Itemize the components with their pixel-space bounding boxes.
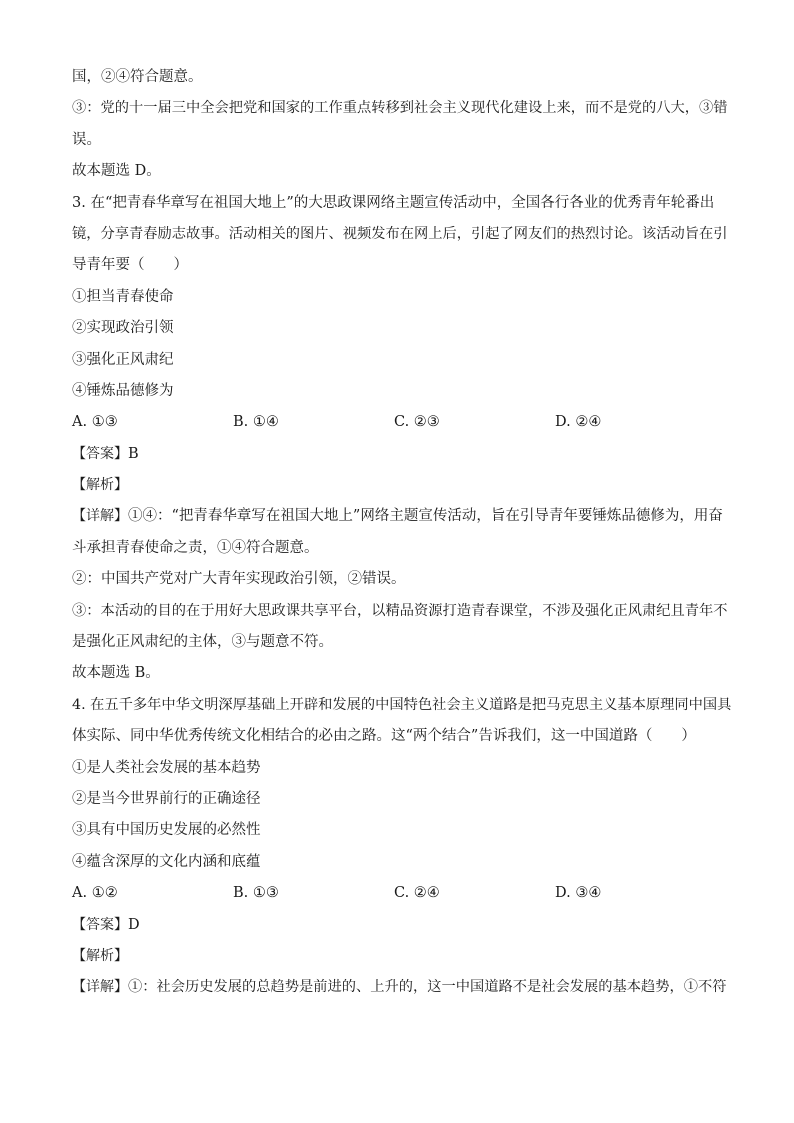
answer-value: B [128, 445, 139, 462]
option-d: D. ③④ [555, 885, 602, 902]
question-4-stem: 4. 在五千多年中华文明深厚基础上开辟和发展的中国特色社会主义道路是把马克思主义基本原理同中国具 [72, 696, 732, 713]
question-3-detail: 故本题选 B。 [72, 665, 160, 682]
question-3-stem: 导青年要（ ） [72, 257, 188, 274]
question-4-item: ③具有中国历史发展的必然性 [72, 822, 261, 839]
question-3-detail [72, 501, 732, 532]
text-line: 故本题选 D。 [72, 163, 161, 180]
question-3-options [72, 407, 732, 438]
text-line: ③：党的十一届三中全会把党和国家的工作重点转移到社会主义现代化建设上来，而不是党的八大，③错 [72, 100, 728, 117]
option-b: B. ①③ [233, 885, 279, 902]
detail-tag: 【详解】 [72, 979, 128, 996]
question-4-stem: 体实际、同中华优秀传统文化相结合的必由之路。这“两个结合”告诉我们，这一中国道路（ ） [72, 728, 696, 745]
question-3-detail: 是强化正风肃纪的主体，③与题意不符。 [72, 634, 333, 651]
option-a: A. ①② [72, 885, 118, 902]
option-a: A. ①③ [72, 414, 118, 431]
question-4-analysis [72, 941, 732, 972]
detail-tag: 【详解】 [72, 508, 128, 525]
question-3-item: ④锤炼品德修为 [72, 382, 174, 399]
answer-value: D [128, 916, 140, 933]
answer-tag: 【答案】 [72, 445, 128, 462]
question-3-item: ②实现政治引领 [72, 320, 174, 337]
text-line: 国，②④符合题意。 [72, 69, 203, 85]
detail-text: ①④：“把青春华章写在祖国大地上”网络主题宣传活动，旨在引导青年要锤炼品德修为，用奋 [128, 508, 723, 525]
detail-text: ①：社会历史发展的总趋势是前进的、上升的，这一中国道路不是社会发展的基本趋势，①不符 [128, 979, 727, 996]
question-3-detail: ③：本活动的目的在于用好大思政课共享平台，以精品资源打造青春课堂，不涉及强化正风肃纪且青年不 [72, 602, 728, 619]
question-4-item: ④蕴含深厚的文化内涵和底蕴 [72, 853, 261, 870]
question-4-detail [72, 972, 732, 1003]
question-3-detail: ②：中国共产党对广大青年实现政治引领，②错误。 [72, 571, 406, 588]
question-3-item: ①担当青春使命 [72, 288, 174, 305]
option-c: C. ②④ [394, 885, 440, 902]
analysis-tag: 【解析】 [72, 947, 128, 964]
question-4-options [72, 878, 732, 909]
question-4-answer [72, 910, 732, 941]
question-4-item: ①是人类社会发展的基本趋势 [72, 759, 261, 776]
analysis-tag: 【解析】 [72, 477, 128, 494]
option-c: C. ②③ [394, 414, 440, 431]
text-line: 误。 [72, 131, 101, 148]
question-3-item: ③强化正风肃纪 [72, 351, 174, 368]
option-d: D. ②④ [555, 414, 602, 431]
answer-tag: 【答案】 [72, 916, 128, 933]
question-3-detail: 斗承担青春使命之责，①④符合题意。 [72, 539, 319, 556]
question-3-stem: 3. 在“把青春华章写在祖国大地上”的大思政课网络主题宣传活动中，全国各行各业的优秀青年轮番出 [72, 194, 715, 211]
option-b: B. ①④ [233, 414, 279, 431]
question-4-item: ②是当今世界前行的正确途径 [72, 790, 261, 807]
question-3-analysis [72, 470, 732, 501]
document-page [72, 62, 732, 1004]
question-3-answer [72, 439, 732, 470]
question-3-stem: 镜，分享青春励志故事。活动相关的图片、视频发布在网上后，引起了网友们的热烈讨论。该活动旨在引 [72, 225, 728, 242]
